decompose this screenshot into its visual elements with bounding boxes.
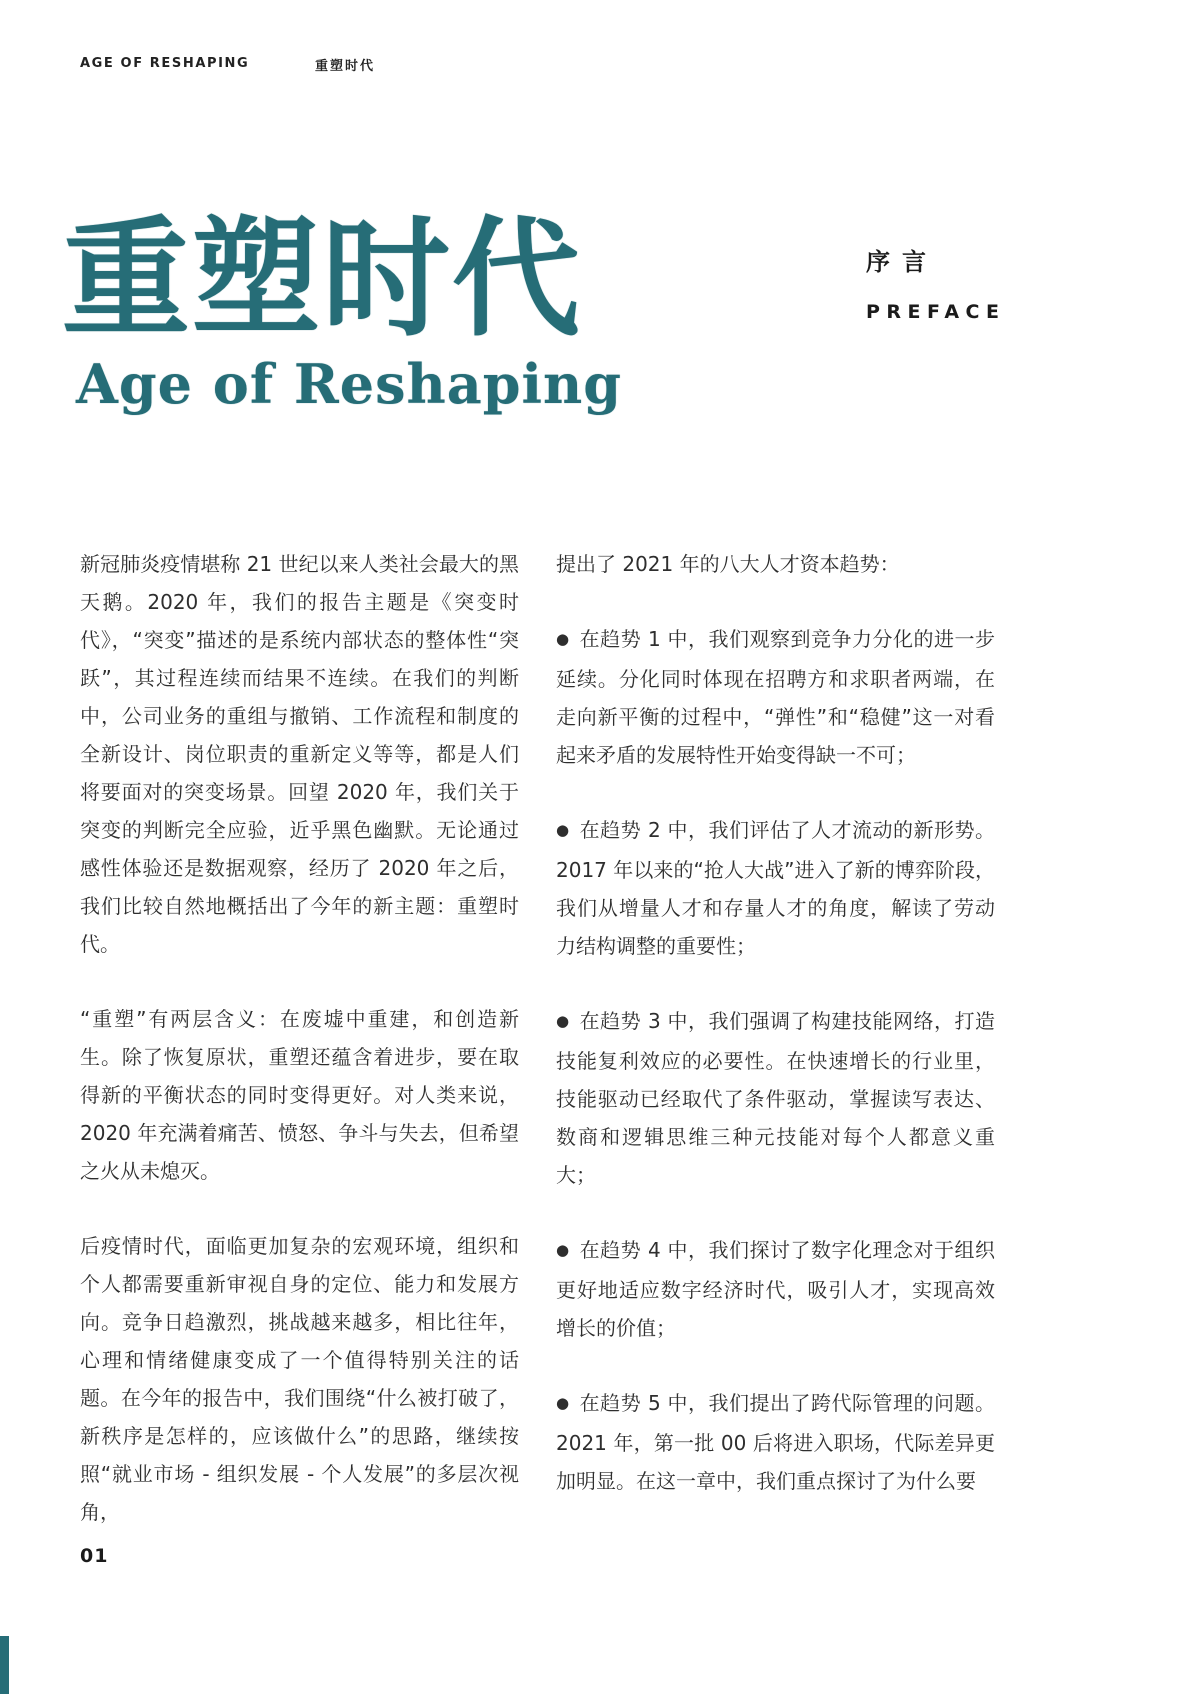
right-column [556, 545, 995, 1531]
section-label [866, 242, 1005, 323]
paragraph: 提出了 2021 年的八大人才资本趋势： [556, 552, 900, 576]
left-column [80, 545, 519, 1531]
section-label-en: PREFACE [866, 301, 1006, 323]
bullet-paragraph [556, 1384, 995, 1500]
bullet-icon: ● [556, 1012, 570, 1030]
page-number: 01 [80, 1545, 109, 1567]
section-label-cn: 序言 [866, 248, 938, 276]
bullet-text: 在趋势 3 中，我们强调了构建技能网络，打造技能复利效应的必要性。在快速增长的行业里，技能驱动已经取代了条件驱动，掌握读写表达、数商和逻辑思维三种元技能对每个人都意义重大； [556, 1009, 995, 1187]
bullet-paragraph [556, 1002, 995, 1194]
running-header-en: AGE OF RESHAPING [80, 56, 250, 71]
body-columns [80, 545, 995, 1531]
title-art [62, 204, 682, 417]
paragraph: 后疫情时代，面临更加复杂的宏观环境，组织和个人都需要重新审视自身的定位、能力和发展方向。竞争日趋激烈，挑战越来越多，相比往年，心理和情绪健康变成了一个值得特别关注的话题。在今年的报告中，我们围绕“什么被打破了，新秩序是怎样的，应该做什么”的思路，继续按照“就业市场 - 组织发展 - 个人发展”的多层次视角， [80, 1234, 519, 1524]
bullet-text: 在趋势 5 中，我们提出了跨代际管理的问题。2021 年，第一批 00 后将进入职场，代际差异更加明显。在这一章中，我们重点探讨了为什么要 [556, 1391, 995, 1493]
corner-accent-bar [0, 1636, 9, 1694]
bullet-icon: ● [556, 821, 570, 839]
paragraph: “重塑”有两层含义：在废墟中重建，和创造新生。除了恢复原状，重塑还蕴含着进步，要在取得新的平衡状态的同时变得更好。对人类来说，2020 年充满着痛苦、愤怒、争斗与失去，但希望之火从未熄灭。 [80, 1007, 519, 1183]
bullet-icon: ● [556, 630, 570, 648]
running-header-cn: 重塑时代 [315, 59, 376, 74]
bullet-icon: ● [556, 1394, 570, 1412]
bullet-paragraph [556, 811, 995, 965]
bullet-paragraph [556, 620, 995, 774]
bullet-icon: ● [556, 1241, 570, 1259]
paragraph: 新冠肺炎疫情堪称 21 世纪以来人类社会最大的黑天鹅。2020 年，我们的报告主题是《突变时代》，“突变”描述的是系统内部状态的整体性“突跃”，其过程连续而结果不连续。在我们的判断中，公司业务的重组与撤销、工作流程和制度的全新设计、岗位职责的重新定义等等，都是人们将要面对的突变场景。回望 2020 年，我们关于突变的判断完全应验，近乎黑色幽默。无论通过感性体验还是数据观察，经历了 2020 年之后，我们比较自然地概括出了今年的新主题：重塑时代。 [80, 552, 519, 956]
title-cn: 重塑时代 [62, 204, 583, 354]
bullet-text: 在趋势 1 中，我们观察到竞争力分化的进一步延续。分化同时体现在招聘方和求职者两端，在走向新平衡的过程中，“弹性”和“稳健”这一对看起来矛盾的发展特性开始变得缺一不可； [556, 627, 995, 767]
bullet-text: 在趋势 2 中，我们评估了人才流动的新形势。2017 年以来的“抢人大战”进入了新的博弈阶段，我们从增量人才和存量人才的角度，解读了劳动力结构调整的重要性； [556, 818, 995, 958]
title-en: Age of Reshaping [76, 352, 623, 417]
bullet-paragraph [556, 1231, 995, 1347]
bullet-text: 在趋势 4 中，我们探讨了数字化理念对于组织更好地适应数字经济时代，吸引人才，实现高效增长的价值； [556, 1238, 995, 1340]
